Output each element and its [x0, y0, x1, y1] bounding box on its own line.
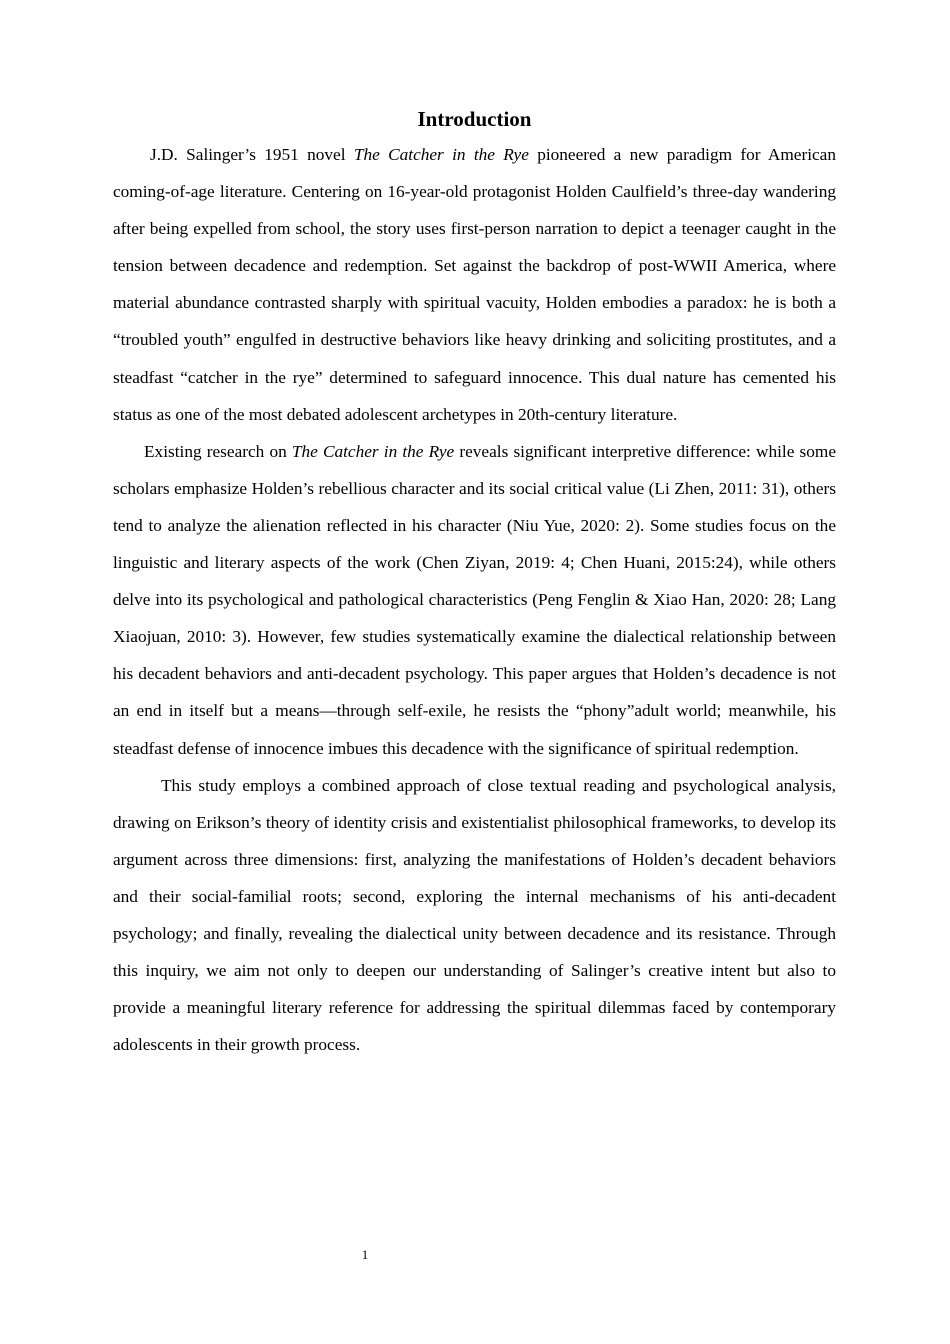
paragraph-1-lead: J.D. Salinger’s 1951 novel: [150, 145, 354, 164]
book-title-italic: The Catcher in the Rye: [291, 441, 455, 461]
page-number: 1: [361, 1247, 369, 1262]
paragraph-2-body: reveals significant interpretive difference: while some scholars emphasize Holden’s rebellious character and its social critical value (Li Zhen, 2011: 31), others tend to analyze the alienation reflected in his character (Niu Yue, 2020: 2). Some studies focus on the linguistic and literary aspects of the work (Chen Ziyan, 2019: 4; Chen Huani, 2015:24), while others delve into its psychological and pathological characteristics (Peng Fenglin & Xiao Han, 2020: 28; Lang Xiaojuan, 2010: 3). However, few studies systematically examine the dialectical relationship between his decadent behaviors and anti-decadent psychology. This paper argues that Holden’s decadence is not an end in itself but a means—through self-exile, he resists the “phony”adult world; meanwhile, his steadfast defense of innocence imbues this decadence with the significance of spiritual redemption.: [113, 441, 837, 758]
paragraph-2: [113, 433, 836, 767]
paragraph-1-body: pioneered a new paradigm for American coming-of-age literature. Centering on 16-year-old protagonist Holden Caulfield’s three-day wandering after being expelled from school, the story uses first-person narration to depict a teenager caught in the tension between decadence and redemption. Set against the backdrop of post-WWII America, where material abundance contrasted sharply with spiritual vacuity, Holden embodies a paradox: he is both a “troubled youth” engulfed in destructive behaviors like heavy drinking and soliciting prostitutes, and a steadfast “catcher in the rye” determined to safeguard innocence. This dual nature has cemented his status as one of the most debated adolescent archetypes in 20th-century literature.: [113, 145, 836, 424]
book-title-italic: The Catcher in the Rye: [353, 145, 529, 164]
section-title: Introduction: [417, 107, 532, 131]
page-content: [113, 104, 836, 1063]
paragraph-3: This study employs a combined approach of close textual reading and psychological analysis, drawing on Erikson’s theory of identity crisis and existentialist philosophical frameworks, to develop its argument across three dimensions: first, analyzing the manifestations of Holden’s decadent behaviors and their social-familial roots; second, exploring the internal mechanisms of his anti-decadent psychology; and finally, revealing the dialectical unity between decadence and its resistance. Through this inquiry, we aim not only to deepen our understanding of Salinger’s creative intent but also to provide a meaningful literary reference for addressing the spiritual dilemmas faced by contemporary adolescents in their growth process.: [113, 775, 836, 1055]
paragraph-2-lead: Existing research on: [144, 441, 292, 461]
paragraph-1: [113, 136, 836, 433]
